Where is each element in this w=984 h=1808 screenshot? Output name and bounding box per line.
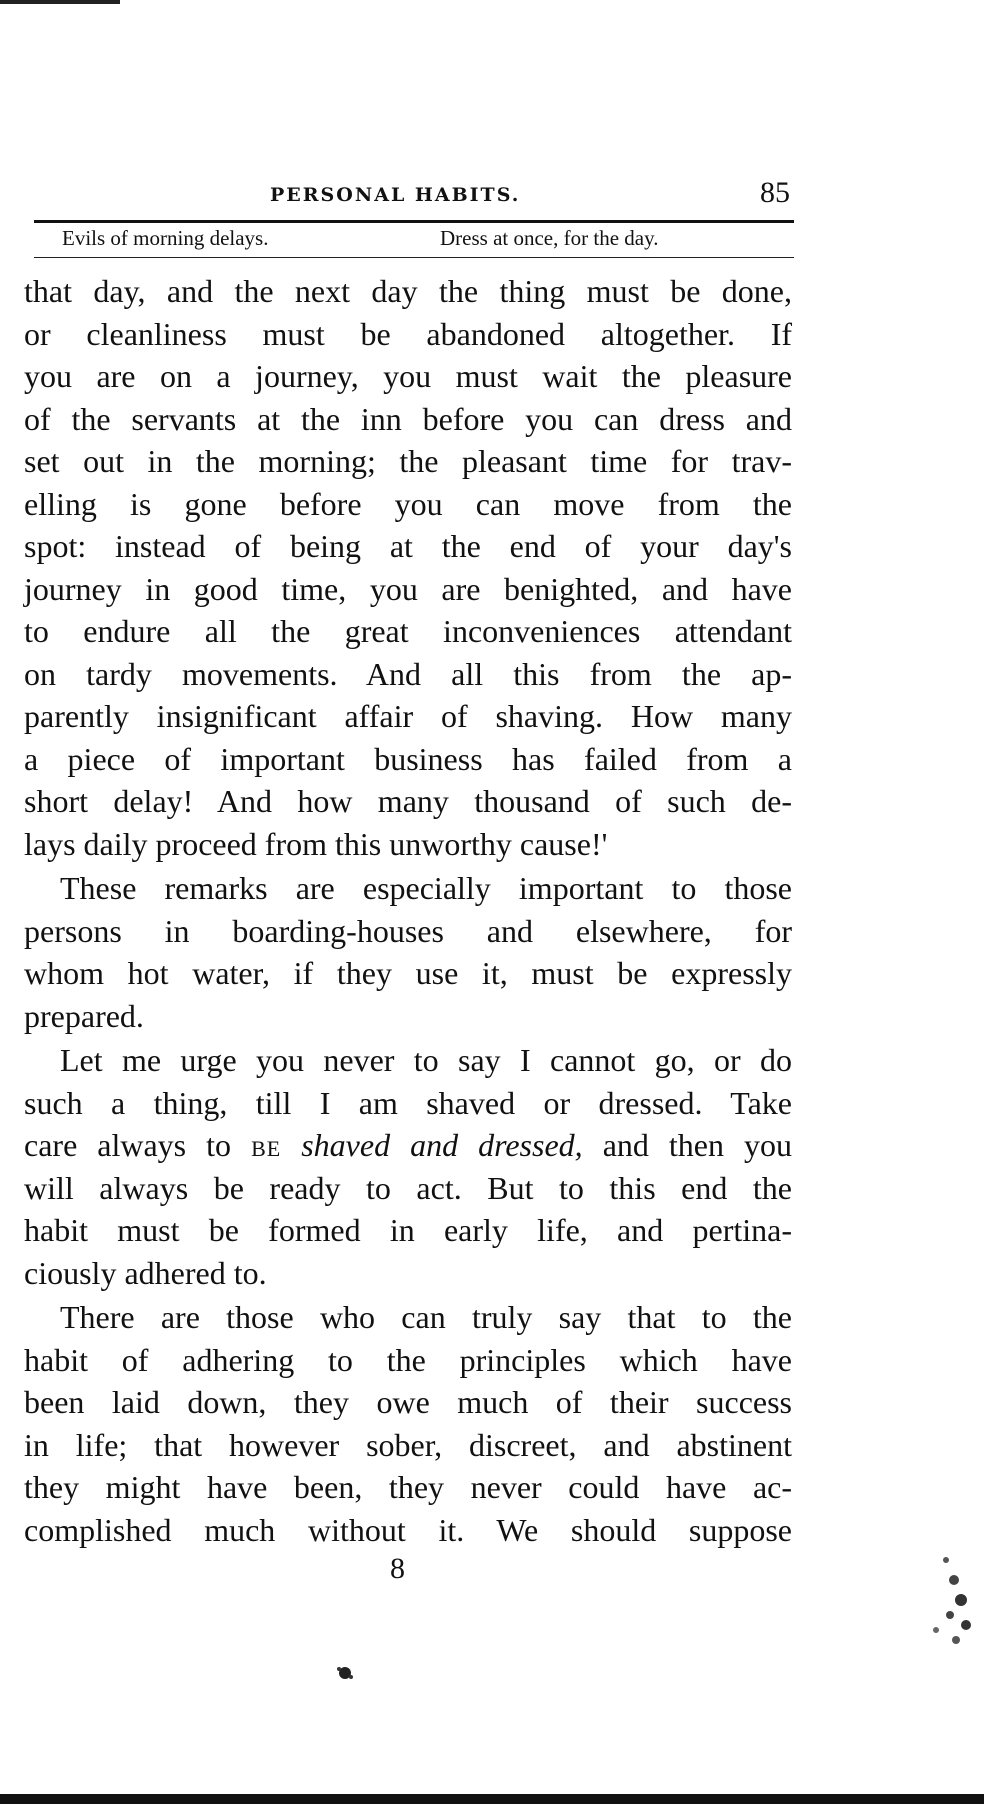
header-rule: [34, 220, 794, 223]
text-line: journey in good time, you are benighted, and have: [24, 570, 792, 607]
text-line: set out in the morning; the pleasant time for trav-: [24, 443, 792, 479]
text-line: or cleanliness must be abandoned altogether. If: [24, 315, 792, 352]
text-line: prepared.: [24, 997, 144, 1034]
scan-edge-mark: [0, 0, 120, 4]
text-line: on tardy movements. And all this from the ap-: [24, 655, 792, 692]
text-line: short delay! And how many thousand of such de-: [24, 783, 792, 819]
scan-bottom-edge: [0, 1794, 984, 1804]
page-number: 85: [760, 176, 790, 209]
text-line: There are those who can truly say that to the: [60, 1299, 792, 1335]
text-line: they might have been, they never could have ac-: [24, 1469, 792, 1505]
text-line: complished much without it. We should suppose: [24, 1511, 792, 1548]
text-line: will always be ready to act. But to this end the: [24, 1169, 792, 1206]
text-fragment: care always to: [24, 1127, 232, 1163]
text-line: that day, and the next day the thing must be done,: [24, 273, 792, 309]
text-line-mixed: [24, 1124, 792, 1167]
text-line: lays daily proceed from this unworthy cause!': [24, 825, 608, 862]
text-line: in life; that however sober, discreet, and abstinent: [24, 1426, 792, 1463]
text-fragment: and then you: [602, 1127, 793, 1163]
text-line: persons in boarding-houses and elsewhere, for: [24, 912, 792, 949]
text-line: of the servants at the inn before you can dress and: [24, 400, 792, 437]
subhead-rule: [34, 257, 794, 258]
signature-mark: 8: [390, 1552, 405, 1585]
text-line: habit of adhering to the principles which have: [24, 1341, 792, 1378]
text-line: ciously adhered to.: [24, 1254, 267, 1291]
italic-phrase: shaved and dressed,: [301, 1127, 583, 1163]
text-line: whom hot water, if they use it, must be expressly: [24, 955, 792, 991]
page-header: [270, 176, 790, 216]
text-line: spot: instead of being at the end of your day's: [24, 528, 792, 564]
text-line: elling is gone before you can move from the: [24, 485, 792, 522]
body-text: [24, 270, 792, 1551]
text-line: been laid down, they owe much of their success: [24, 1384, 792, 1420]
text-line: parently insignificant affair of shaving. How many: [24, 698, 792, 734]
running-title: PERSONAL HABITS.: [270, 184, 521, 206]
text-line: such a thing, till I am shaved or dressed. Take: [24, 1084, 792, 1121]
page-stain-icon: [906, 1520, 976, 1670]
text-line: to endure all the great inconveniences attendant: [24, 613, 792, 649]
subhead-left: Evils of morning delays.: [62, 226, 269, 250]
subhead-right: Dress at once, for the day.: [440, 226, 659, 250]
text-line: Let me urge you never to say I cannot go, or do: [60, 1042, 792, 1078]
text-line: you are on a journey, you must wait the pleasure: [24, 358, 792, 394]
text-line: habit must be formed in early life, and pertina-: [24, 1212, 792, 1248]
text-line: These remarks are especially important to those: [60, 870, 792, 906]
small-caps-word: be: [251, 1127, 282, 1163]
text-line: a piece of important business has failed from a: [24, 740, 792, 777]
ink-blot-icon: [334, 1662, 356, 1684]
